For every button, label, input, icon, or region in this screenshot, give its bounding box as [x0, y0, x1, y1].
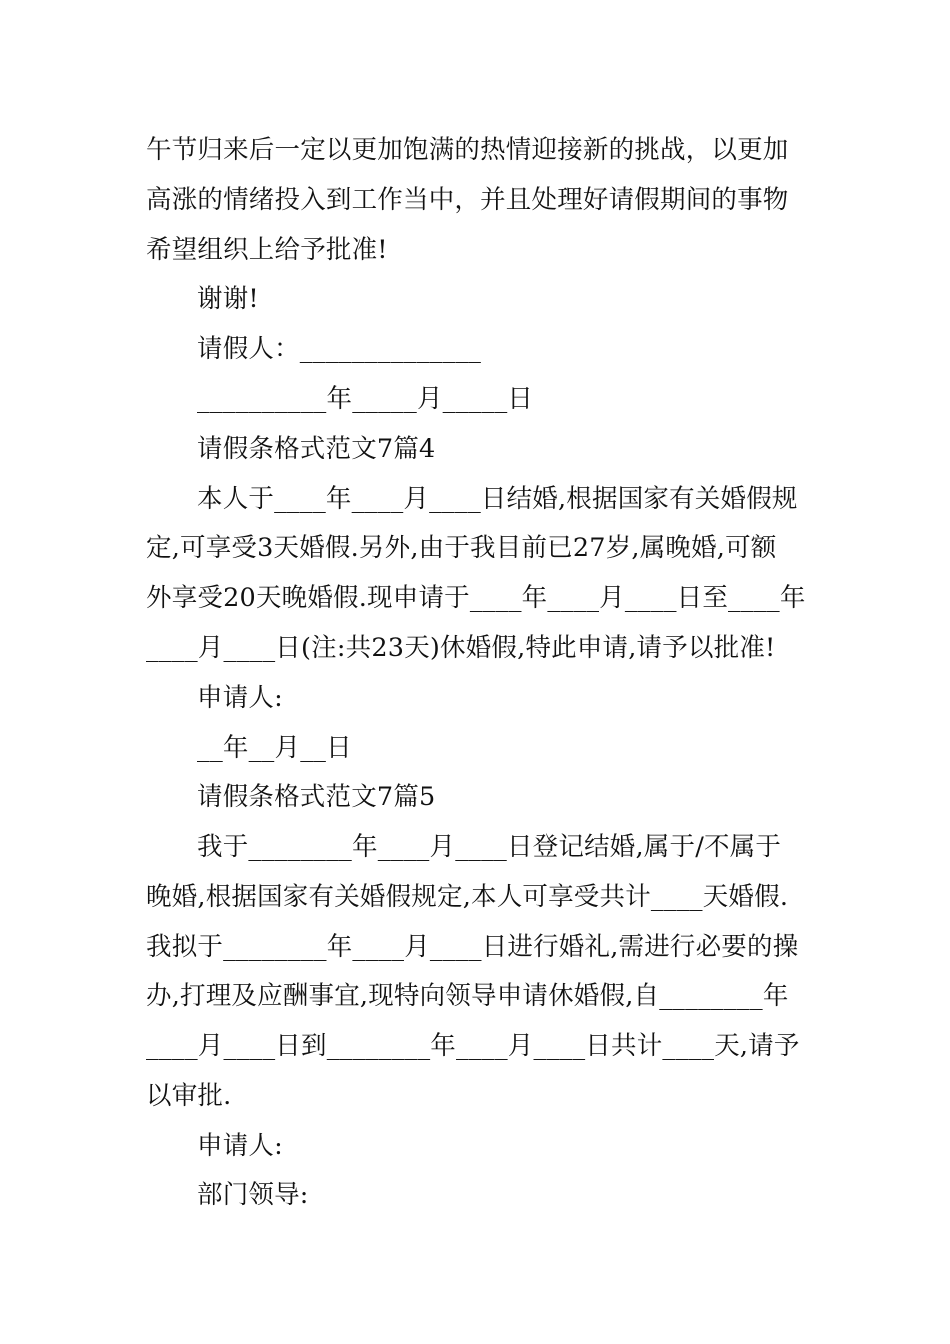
date-line: __________年_____月_____日 [197, 384, 534, 414]
paragraph-line: 外享受20天晚婚假.现申请于____年____月____日至____年 [146, 583, 806, 613]
paragraph-line: 希望组织上给予批准! [146, 235, 388, 265]
paragraph-line: 本人于____年____月____日结婚,根据国家有关婚假规 [197, 484, 798, 514]
paragraph-line: 高涨的情绪投入到工作当中，并且处理好请假期间的事物 [146, 185, 789, 215]
paragraph-line: ____月____日(注:共23天)休婚假,特此申请,请予以批准! [146, 633, 776, 663]
thanks-line: 谢谢! [197, 284, 259, 314]
paragraph-line: 以审批. [146, 1081, 232, 1111]
paragraph-line: 午节归来后一定以更加饱满的热情迎接新的挑战，以更加 [146, 135, 789, 165]
applicant-line: 申请人: [197, 683, 283, 713]
paragraph-line: ____月____日到________年____月____日共计____天,请予 [146, 1031, 800, 1061]
paragraph-line: 我拟于________年____月____日进行婚礼,需进行必要的操 [146, 932, 799, 962]
paragraph-line: 我于________年____月____日登记结婚,属于/不属于 [197, 832, 782, 862]
paragraph-line: 办,打理及应酬事宜,现特向领导申请休婚假,自________年 [146, 981, 789, 1011]
applicant-line: 申请人: [197, 1131, 283, 1161]
applicant-line: 请假人：______________ [197, 334, 482, 364]
date-line: __年__月__日 [197, 733, 352, 763]
section-heading: 请假条格式范文7篇5 [197, 782, 436, 812]
department-leader-line: 部门领导: [197, 1180, 309, 1210]
section-heading: 请假条格式范文7篇4 [197, 434, 436, 464]
paragraph-line: 晚婚,根据国家有关婚假规定,本人可享受共计____天婚假. [146, 882, 789, 912]
paragraph-line: 定,可享受3天婚假.另外,由于我目前已27岁,属晚婚,可额 [146, 533, 777, 563]
